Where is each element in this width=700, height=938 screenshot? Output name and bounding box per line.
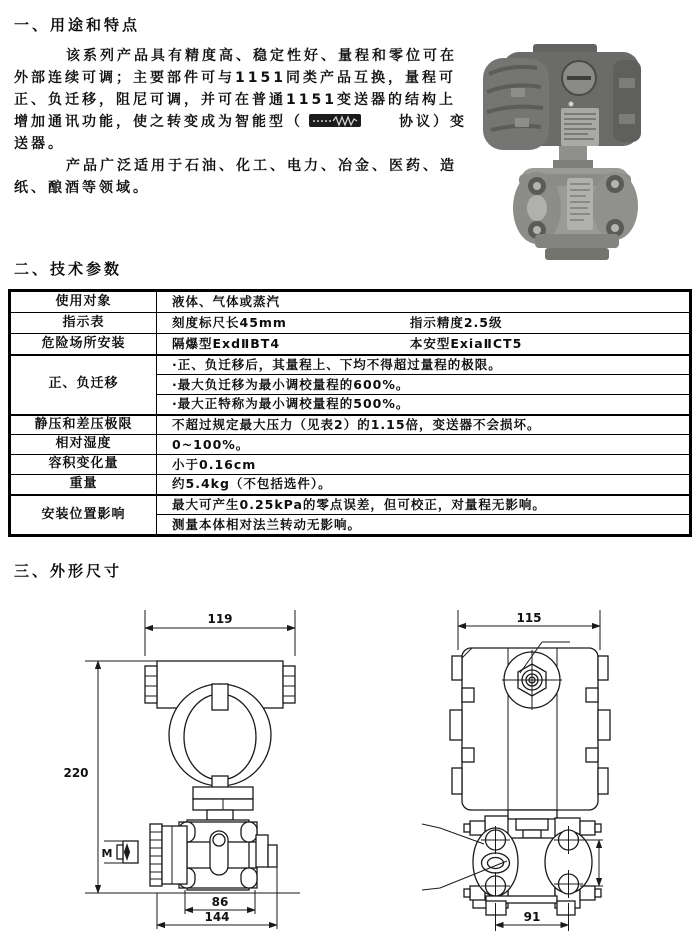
intro-line-with-logo [14, 111, 466, 133]
spec-row-weight [11, 475, 690, 495]
spec-table [8, 289, 692, 537]
spec-label: 正、负迁移 [11, 355, 157, 415]
intro-line-part: 增加通讯功能，使之转变成为智能型（ [14, 114, 303, 130]
spec-value-part: 刻度标尺长45mm [172, 315, 287, 331]
dimension-drawing-front [60, 598, 350, 938]
dim-label-115: 115 [516, 611, 542, 625]
dim-label-91: 91 [523, 910, 541, 924]
spec-value: ·正、负迁移后，其量程上、下均不得超过量程的极限。 [157, 355, 690, 375]
dim-label-86: 86 [211, 895, 229, 909]
spec-value [157, 313, 690, 334]
spec-label: 静压和差压极限 [11, 415, 157, 435]
product-photo [475, 26, 655, 260]
spec-label: 安装位置影响 [11, 495, 157, 535]
intro-paragraphs [14, 45, 466, 199]
intro-line: 外部连续可调；主要部件可与1151同类产品互换，量程可 [14, 70, 456, 86]
spec-value-part: 本安型ExiaⅡCT5 [409, 335, 523, 351]
spec-value: 测量本体相对法兰转动无影响。 [157, 515, 690, 535]
dim-label-220: 220 [63, 766, 89, 780]
dim-label-144: 144 [204, 910, 230, 924]
intro-line: 纸、酿酒等领域。 [14, 180, 150, 196]
dim-label-m: M [101, 847, 113, 860]
spec-value: 液体、气体或蒸汽 [157, 292, 690, 313]
spec-row-volume-change [11, 455, 690, 475]
spec-value: ·最大负迁移为最小调校量程的600%。 [157, 375, 690, 395]
intro-line-part: 协议）变 [399, 114, 467, 130]
spec-value [157, 334, 690, 355]
section2-heading: 二、技术参数 [14, 260, 123, 278]
intro-line: 该系列产品具有精度高、稳定性好、量程和零位可在 [66, 48, 457, 64]
dimension-drawing-side [420, 598, 670, 938]
hart-protocol-logo-icon [309, 114, 361, 127]
spec-row-hazardous [11, 334, 690, 355]
spec-row-mounting-1 [11, 495, 690, 515]
spec-row-indicator [11, 313, 690, 334]
transmitter-photo-graphic [475, 26, 655, 260]
spec-value: ·最大正特称为最小调校量程的500%。 [157, 395, 690, 415]
spec-row-migration-1 [11, 355, 690, 375]
intro-line: 产品广泛适用于石油、化工、电力、冶金、医药、造 [66, 158, 457, 174]
section1-heading: 一、用途和特点 [14, 16, 141, 34]
spec-label: 指示表 [11, 313, 157, 334]
spec-value: 小于0.16cm [157, 455, 690, 475]
spec-value-part: 隔爆型ExdⅡBT4 [172, 335, 281, 351]
spec-row-humidity [11, 435, 690, 455]
dim-label-119: 119 [207, 612, 233, 626]
spec-row-application [11, 292, 690, 313]
spec-label: 重量 [11, 475, 157, 495]
spec-label: 容积变化量 [11, 455, 157, 475]
spec-value: 最大可产生0.25kPa的零点误差，但可校正，对量程无影响。 [157, 495, 690, 515]
intro-line: 正、负迁移，阻尼可调，并可在普通1151变送器的结构上 [14, 92, 456, 108]
spec-value: 0~100%。 [157, 435, 690, 455]
intro-line: 送器。 [14, 136, 65, 152]
spec-label: 危险场所安装 [11, 334, 157, 355]
spec-value: 约5.4kg（不包括选件）。 [157, 475, 690, 495]
spec-label: 使用对象 [11, 292, 157, 313]
spec-label: 相对湿度 [11, 435, 157, 455]
section3-heading: 三、外形尺寸 [14, 562, 123, 580]
spec-value: 不超过规定最大压力（见表2）的1.15倍，变送器不会损坏。 [157, 415, 690, 435]
spec-value-part: 指示精度2.5级 [409, 315, 503, 331]
spec-row-pressure-limit [11, 415, 690, 435]
